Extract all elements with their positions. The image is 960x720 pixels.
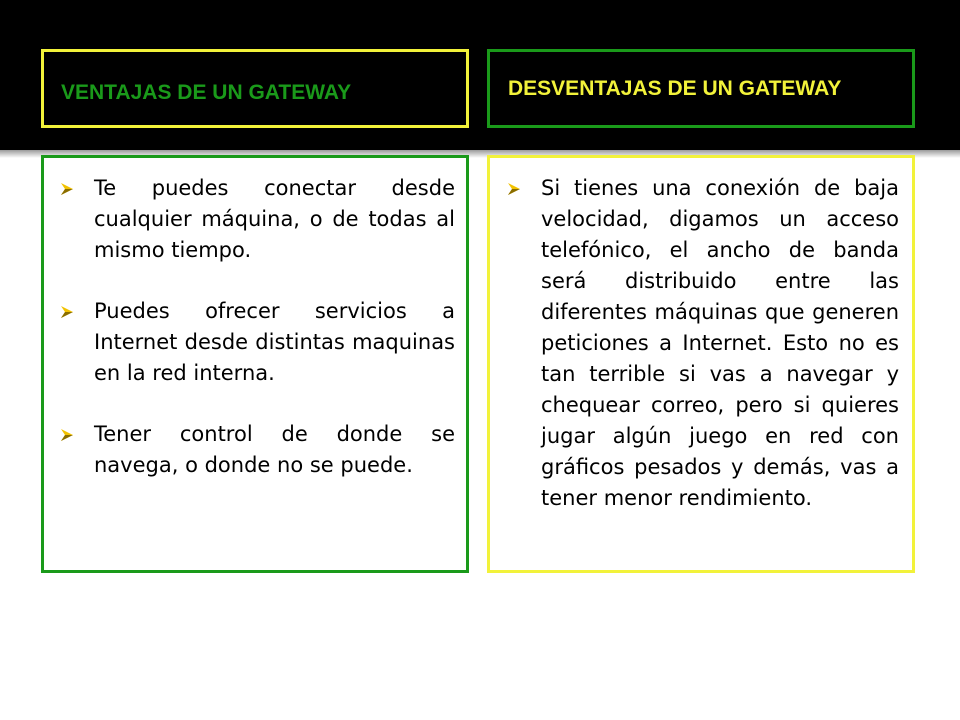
arrowhead-bullet-icon bbox=[507, 173, 541, 204]
list-item bbox=[507, 173, 899, 514]
advantages-panel bbox=[41, 155, 469, 573]
advantages-header bbox=[41, 49, 469, 128]
disadvantages-list bbox=[507, 173, 899, 514]
disadvantages-title: DESVENTAJAS DE UN GATEWAY bbox=[508, 77, 842, 100]
advantages-title: VENTAJAS DE UN GATEWAY bbox=[61, 81, 352, 104]
list-item-text: Si tienes una conexión de baja velocidad, digamos un acceso telefónico, el ancho de banda será distribuido entre las diferentes máquinas que generen peticiones a Internet. Esto no es tan terrible si vas a navegar y chequear correo, pero si quieres jugar algún juego en red con gráficos pesados y demás, vas a tener menor rendimiento. bbox=[541, 176, 899, 510]
advantages-list bbox=[60, 173, 455, 481]
disadvantages-header bbox=[487, 49, 915, 128]
arrowhead-bullet-icon bbox=[60, 173, 94, 204]
list-item bbox=[60, 419, 455, 481]
arrowhead-bullet-icon bbox=[60, 296, 94, 327]
list-item bbox=[60, 173, 455, 266]
list-item-text: Te puedes conectar desde cualquier máquina, o de todas al mismo tiempo. bbox=[94, 176, 455, 262]
list-item-text: Tener control de donde se navega, o donde no se puede. bbox=[94, 422, 455, 477]
list-item-text: Puedes ofrecer servicios a Internet desde distintas maquinas en la red interna. bbox=[94, 299, 455, 385]
disadvantages-panel bbox=[487, 155, 915, 573]
list-item bbox=[60, 296, 455, 389]
arrowhead-bullet-icon bbox=[60, 419, 94, 450]
